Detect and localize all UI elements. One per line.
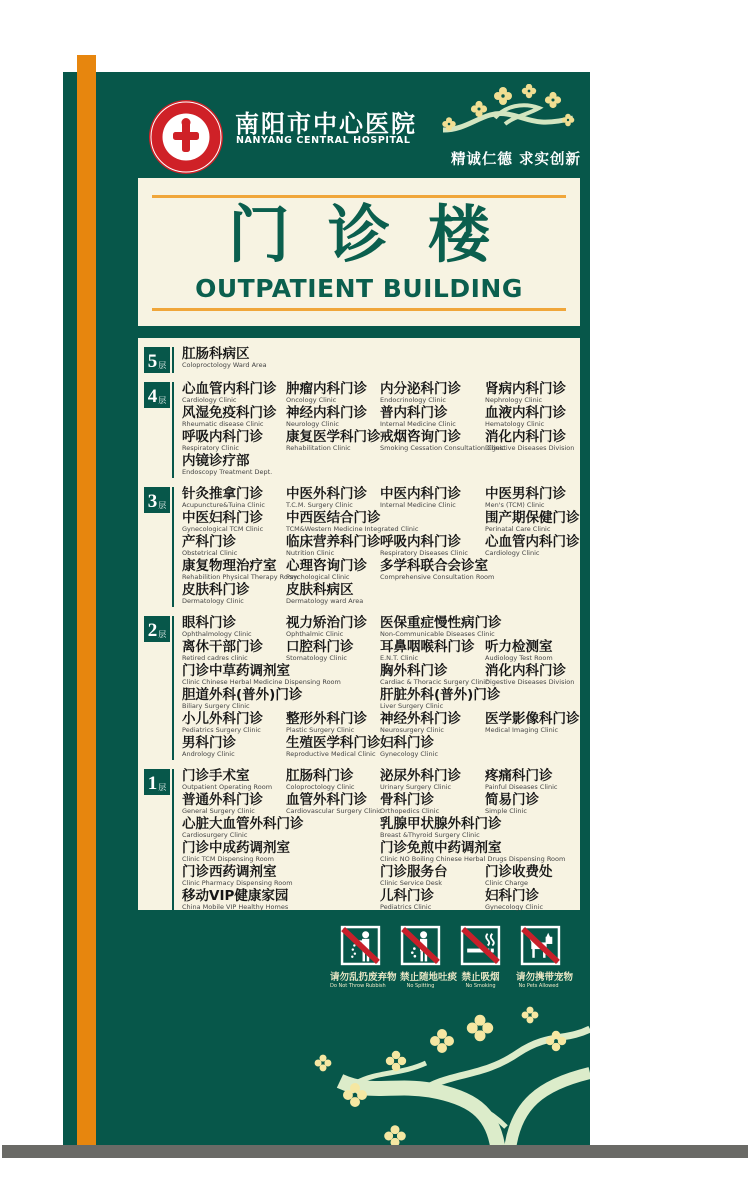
clinic-name-en: T.C.M. Surgery Clinic — [286, 501, 353, 509]
clinic-name-en: Hematology Clinic — [485, 420, 545, 428]
clinic-entry — [485, 382, 582, 406]
clinic-name-en: Ophthalmic Clinic — [286, 630, 344, 638]
clinic-name-en: Rheumatic disease Clinic — [182, 420, 264, 428]
clinic-entry — [182, 736, 286, 760]
clinic-name-en: Cardiac & Thoracic Surgery Clinic — [380, 678, 489, 686]
clinic-entry — [182, 382, 286, 406]
clinic-name-en: Pediatrics Clinic — [380, 903, 432, 911]
clinic-name-en: Orthopedics Clinic — [380, 807, 440, 815]
floor-clinic-grid — [172, 616, 582, 760]
clinic-name-en: Obstetrical Clinic — [182, 549, 238, 557]
clinic-entry — [182, 454, 286, 478]
floor-number-badge: 3 层 — [144, 487, 170, 513]
clinic-name-en: Clinic TCM Dispensing Room — [182, 855, 274, 863]
clinic-entry — [286, 382, 380, 406]
clinic-name-en: Audiology Test Room — [485, 654, 553, 662]
clinic-name-cn: 康复医学科门诊 — [286, 429, 381, 445]
clinic-name-cn: 妇科门诊 — [485, 888, 539, 904]
prohibition-label-cn: 禁止吸烟 — [461, 972, 500, 983]
clinic-entry — [182, 889, 380, 913]
clinic-name-cn: 心理咨询门诊 — [286, 558, 367, 574]
no-littering-icon — [340, 925, 381, 966]
prohibition-label-en: No Smoking — [465, 983, 496, 989]
clinic-entry — [182, 817, 380, 841]
clinic-name-cn: 门诊手术室 — [182, 768, 250, 784]
floor-clinic-grid — [172, 347, 582, 373]
clinic-entry — [182, 583, 286, 607]
clinic-entry — [286, 769, 380, 793]
hospital-name-en: NANYANG CENTRAL HOSPITAL — [236, 135, 411, 146]
clinic-name-cn: 医保重症慢性病门诊 — [380, 615, 502, 631]
clinic-name-en: Clinic Chinese Herbal Medicine Dispensing Room — [182, 678, 341, 686]
clinic-entry — [380, 382, 485, 406]
clinic-name-en: Cardiology Clinic — [485, 549, 540, 557]
clinic-name-cn: 简易门诊 — [485, 792, 539, 808]
clinic-entry — [286, 430, 380, 454]
clinic-entry — [485, 535, 582, 559]
clinic-entry — [380, 889, 485, 913]
clinic-entry — [182, 793, 286, 817]
no-pets-sign — [516, 925, 574, 989]
no-spitting-icon — [400, 925, 441, 966]
clinic-name-en: Andrology Clinic — [182, 750, 235, 758]
sign-base-bar — [2, 1145, 748, 1158]
title-plate — [138, 178, 580, 326]
clinic-name-en: Clinic NO Boiling Chinese Herbal Drugs Dispensing Room — [380, 855, 566, 863]
clinic-name-en: Respiratory Clinic — [182, 444, 239, 452]
clinic-entry — [485, 769, 582, 793]
clinic-name-en: Retired cadres clinic — [182, 654, 248, 662]
clinic-entry — [485, 664, 582, 688]
clinic-name-en: Respiratory Diseases Clinic — [380, 549, 468, 557]
floor-section — [144, 347, 580, 373]
clinic-name-cn: 门诊中成药调剂室 — [182, 840, 290, 856]
clinic-name-cn: 视力矫治门诊 — [286, 615, 367, 631]
clinic-name-cn: 血管外科门诊 — [286, 792, 367, 808]
clinic-name-cn: 门诊免煎中药调剂室 — [380, 840, 502, 856]
clinic-entry — [286, 535, 380, 559]
clinic-name-cn: 皮肤科病区 — [286, 582, 354, 598]
clinic-name-cn: 普通外科门诊 — [182, 792, 263, 808]
prohibition-label-cn: 禁止随地吐痰 — [400, 972, 458, 983]
prohibition-signs-row — [330, 925, 574, 989]
clinic-entry — [485, 406, 582, 430]
clinic-entry — [182, 769, 286, 793]
clinic-name-cn: 呼吸内科门诊 — [380, 534, 461, 550]
clinic-entry — [182, 558, 299, 583]
clinic-name-en: Nutrition Clinic — [286, 549, 335, 557]
clinic-entry — [182, 712, 286, 736]
floor-number-badge: 4 层 — [144, 382, 170, 408]
clinic-entry — [286, 736, 380, 760]
clinic-name-cn: 生殖医学科门诊 — [286, 735, 381, 751]
clinic-name-cn: 乳腺甲状腺外科门诊 — [380, 816, 502, 832]
clinic-name-en: Urinary Surgery Clinic — [380, 783, 452, 791]
clinic-name-cn: 门诊服务台 — [380, 864, 448, 880]
clinic-name-cn: 胆道外科(普外)门诊 — [182, 687, 303, 703]
clinic-name-en: Reproductive Medical Clinic — [286, 750, 376, 758]
clinic-entry — [182, 664, 380, 688]
clinic-name-en: Neurology Clinic — [286, 420, 339, 428]
clinic-entry — [286, 406, 380, 430]
clinic-name-en: Digestive Diseases Division — [485, 678, 575, 686]
clinic-entry — [485, 712, 582, 736]
floor-directory — [138, 338, 580, 910]
clinic-name-cn: 肛肠科病区 — [182, 346, 250, 362]
clinic-name-cn: 骨科门诊 — [380, 792, 434, 808]
no-pets-icon — [520, 925, 561, 966]
prohibition-label-cn: 请勿携带宠物 — [516, 972, 574, 983]
clinic-name-en: Neurosurgery Clinic — [380, 726, 444, 734]
clinic-name-en: Rehabilitation Clinic — [286, 444, 351, 452]
clinic-entry — [286, 559, 380, 583]
clinic-entry — [182, 841, 380, 865]
clinic-name-cn: 普内科门诊 — [380, 405, 448, 421]
clinic-name-en: Clinic Pharmacy Dispensing Room — [182, 879, 293, 887]
clinic-name-cn: 内分泌科门诊 — [380, 381, 461, 397]
hospital-name-cn: 南阳市中心医院 — [235, 110, 417, 138]
clinic-entry — [380, 769, 485, 793]
clinic-name-en: Oncology Clinic — [286, 396, 337, 404]
clinic-entry — [182, 640, 286, 664]
clinic-name-cn: 门诊收费处 — [485, 864, 553, 880]
clinic-entry — [380, 841, 582, 865]
clinic-name-cn: 医学影像科门诊 — [485, 711, 580, 727]
clinic-name-en: Acupuncture&Tuina Clinic — [182, 501, 265, 509]
clinic-name-en: Clinic Service Desk — [380, 879, 442, 887]
clinic-name-cn: 心脏大血管外科门诊 — [182, 816, 304, 832]
clinic-name-cn: 口腔科门诊 — [286, 639, 354, 655]
clinic-name-en: Ophthalmology Clinic — [182, 630, 252, 638]
clinic-name-cn: 肛肠科门诊 — [286, 768, 354, 784]
clinic-name-en: China Mobile VIP Healthy Homes — [182, 903, 289, 911]
hospital-slogan: 精诚仁德 求实创新 — [450, 152, 581, 168]
clinic-entry — [380, 535, 485, 559]
clinic-entry — [380, 487, 485, 511]
clinic-name-cn: 妇科门诊 — [380, 735, 434, 751]
prohibition-label-en: No Pets Allowed — [518, 983, 559, 989]
floor-number-badge: 2 层 — [144, 616, 170, 642]
floor-section — [144, 769, 580, 913]
prohibition-label-en: Do Not Throw Rubbish — [330, 983, 386, 989]
clinic-entry — [380, 865, 485, 889]
clinic-name-cn: 针灸推拿门诊 — [182, 486, 263, 502]
clinic-name-cn: 儿科门诊 — [380, 888, 434, 904]
clinic-name-cn: 门诊西药调剂室 — [182, 864, 277, 880]
clinic-name-en: Painful Diseases Clinic — [485, 783, 558, 791]
floor-section — [144, 487, 580, 607]
clinic-entry — [286, 487, 380, 511]
floor-number-badge: 5 层 — [144, 347, 170, 373]
clinic-name-en: General Surgery Clinic — [182, 807, 255, 815]
no-smoking-icon — [460, 925, 501, 966]
clinic-name-en: Gynecology Clinic — [380, 750, 439, 758]
clinic-entry — [485, 793, 582, 817]
clinic-name-cn: 皮肤科门诊 — [182, 582, 250, 598]
clinic-entry — [380, 406, 485, 430]
clinic-name-cn: 泌尿外科门诊 — [380, 768, 461, 784]
clinic-entry — [380, 817, 582, 841]
clinic-name-en: Men's (TCM) Clinic — [485, 501, 545, 509]
clinic-name-en: Breast &Thyroid Surgery Clinic — [380, 831, 480, 839]
clinic-name-en: Non-Communicable Diseases Clinic — [380, 630, 495, 638]
clinic-name-cn: 小儿外科门诊 — [182, 711, 263, 727]
clinic-name-en: Cardiovascular Surgery Clinic — [286, 807, 382, 815]
prohibition-label-cn: 请勿乱扔废弃物 — [330, 972, 397, 983]
clinic-name-cn: 中医妇科门诊 — [182, 510, 263, 526]
flower-tree-icon — [298, 1003, 590, 1145]
clinic-entry — [182, 535, 286, 559]
clinic-name-en: TCM&Western Medicine Integrated Clinic — [286, 525, 419, 533]
clinic-name-en: Cardiology Clinic — [182, 396, 237, 404]
clinic-name-en: Plastic Surgery Clinic — [286, 726, 355, 734]
clinic-name-en: Liver Surgery Clinic — [380, 702, 444, 710]
clinic-entry — [380, 640, 485, 664]
clinic-entry — [182, 347, 286, 371]
clinic-name-cn: 整形外科门诊 — [286, 711, 367, 727]
hospital-logo-icon — [148, 99, 224, 175]
orange-accent-stripe — [77, 55, 96, 1145]
clinic-entry — [286, 616, 380, 640]
clinic-name-cn: 肿瘤内科门诊 — [286, 381, 367, 397]
clinic-name-cn: 听力检测室 — [485, 639, 553, 655]
no-littering-sign — [330, 925, 397, 989]
clinic-name-cn: 中医内科门诊 — [380, 486, 461, 502]
clinic-entry — [182, 688, 380, 712]
clinic-name-cn: 内镜诊疗部 — [182, 453, 250, 469]
clinic-name-cn: 胸外科门诊 — [380, 663, 448, 679]
flower-branch-icon — [435, 84, 575, 146]
clinic-entry — [182, 616, 286, 640]
clinic-name-cn: 肾病内科门诊 — [485, 381, 566, 397]
clinic-name-en: Psychological Clinic — [286, 573, 350, 581]
clinic-name-cn: 产科门诊 — [182, 534, 236, 550]
clinic-name-en: Biliary Surgery Clinic — [182, 702, 250, 710]
clinic-name-cn: 消化内科门诊 — [485, 663, 566, 679]
floor-clinic-grid — [172, 487, 582, 607]
clinic-name-cn: 男科门诊 — [182, 735, 236, 751]
clinic-name-en: Comprehensive Consultation Room — [380, 573, 495, 581]
clinic-name-cn: 移动VIP健康家园 — [182, 888, 289, 904]
clinic-name-cn: 康复物理治疗室 — [182, 558, 277, 574]
no-spitting-sign — [400, 925, 458, 989]
clinic-name-cn: 神经外科门诊 — [380, 711, 461, 727]
clinic-name-en: Cardiosurgery Clinic — [182, 831, 248, 839]
clinic-name-cn: 离休干部门诊 — [182, 639, 263, 655]
clinic-entry — [380, 559, 582, 583]
clinic-name-en: Endocrinology Clinic — [380, 396, 446, 404]
floor-clinic-grid — [172, 382, 582, 478]
clinic-entry — [380, 429, 505, 454]
clinic-name-en: Endoscopy Treatment Dept. — [182, 468, 273, 476]
clinic-name-cn: 呼吸内科门诊 — [182, 429, 263, 445]
clinic-name-cn: 神经内科门诊 — [286, 405, 367, 421]
floor-clinic-grid — [172, 769, 582, 913]
clinic-name-en: Coloproctology Ward Area — [182, 361, 267, 369]
floor-section — [144, 382, 580, 478]
clinic-entry — [286, 640, 380, 664]
clinic-entry — [380, 793, 485, 817]
clinic-name-en: Dermatology Clinic — [182, 597, 244, 605]
outpatient-sign-panel — [63, 72, 590, 1145]
clinic-name-cn: 心血管内科门诊 — [182, 381, 277, 397]
prohibition-label-en: No Spitting — [406, 983, 435, 989]
clinic-entry — [182, 487, 286, 511]
clinic-entry — [182, 511, 286, 535]
clinic-name-en: Pediatrics Surgery Clinic — [182, 726, 261, 734]
clinic-name-cn: 中医男科门诊 — [485, 486, 566, 502]
no-smoking-sign — [460, 925, 501, 989]
clinic-name-cn: 血液内科门诊 — [485, 405, 566, 421]
clinic-name-cn: 肝脏外科(普外)门诊 — [380, 687, 501, 703]
clinic-entry — [286, 712, 380, 736]
clinic-entry — [182, 406, 286, 430]
clinic-name-en: Nephrology Clinic — [485, 396, 543, 404]
clinic-name-cn: 戒烟咨询门诊 — [380, 429, 461, 445]
clinic-entry — [485, 430, 582, 454]
clinic-name-cn: 心血管内科门诊 — [485, 534, 580, 550]
clinic-name-en: Medical Imaging Clinic — [485, 726, 559, 734]
clinic-name-cn: 消化内科门诊 — [485, 429, 566, 445]
title-rule-bottom — [152, 308, 566, 311]
clinic-name-en: Gynecology Clinic — [485, 903, 544, 911]
clinic-name-cn: 耳鼻咽喉科门诊 — [380, 639, 475, 655]
clinic-name-en: Rehabilition Physical Therapy Room — [182, 573, 299, 581]
clinic-name-en: E.N.T. Clinic — [380, 654, 419, 662]
clinic-name-cn: 眼科门诊 — [182, 615, 236, 631]
clinic-entry — [286, 583, 380, 607]
clinic-name-en: Coloproctology Clinic — [286, 783, 355, 791]
clinic-name-cn: 中西医结合门诊 — [286, 510, 381, 526]
clinic-entry — [286, 511, 485, 535]
clinic-name-en: Gynecological TCM Clinic — [182, 525, 264, 533]
clinic-entry — [380, 616, 582, 640]
clinic-name-cn: 多学科联合会诊室 — [380, 558, 488, 574]
clinic-name-en: Internal Medicine Clinic — [380, 420, 456, 428]
clinic-name-en: Dermatology ward Area — [286, 597, 364, 605]
clinic-entry — [286, 793, 380, 817]
clinic-entry — [485, 511, 582, 535]
clinic-name-en: Digestive Diseases Division — [485, 444, 575, 452]
clinic-entry — [485, 889, 582, 913]
clinic-name-cn: 风湿免疫科门诊 — [182, 405, 277, 421]
floor-number-badge: 1 层 — [144, 769, 170, 795]
clinic-entry — [380, 688, 582, 712]
clinic-entry — [182, 865, 380, 889]
clinic-name-en: Perinatal Care Clinic — [485, 525, 551, 533]
clinic-name-cn: 围产期保健门诊 — [485, 510, 580, 526]
clinic-name-cn: 临床营养科门诊 — [286, 534, 381, 550]
clinic-name-cn: 疼痛科门诊 — [485, 768, 553, 784]
clinic-entry — [182, 430, 286, 454]
clinic-name-en: Simple Clinic — [485, 807, 527, 815]
clinic-entry — [380, 663, 489, 688]
clinic-name-cn: 中医外科门诊 — [286, 486, 367, 502]
clinic-name-en: Stomatology Clinic — [286, 654, 347, 662]
building-title-en: OUTPATIENT BUILDING — [195, 274, 523, 303]
clinic-entry — [485, 865, 582, 889]
clinic-name-en: Smoking Cessation Consultation Clinic — [380, 444, 505, 452]
building-title-cn: 门诊楼 — [227, 198, 528, 271]
clinic-entry — [380, 736, 485, 760]
clinic-name-en: Clinic Charge — [485, 879, 529, 887]
clinic-name-en: Outpatient Operating Room — [182, 783, 273, 791]
clinic-entry — [380, 712, 485, 736]
floor-section — [144, 616, 580, 760]
clinic-name-en: Internal Medicine Clinic — [380, 501, 456, 509]
clinic-entry — [485, 487, 582, 511]
clinic-name-cn: 门诊中草药调剂室 — [182, 663, 290, 679]
clinic-entry — [485, 640, 582, 664]
